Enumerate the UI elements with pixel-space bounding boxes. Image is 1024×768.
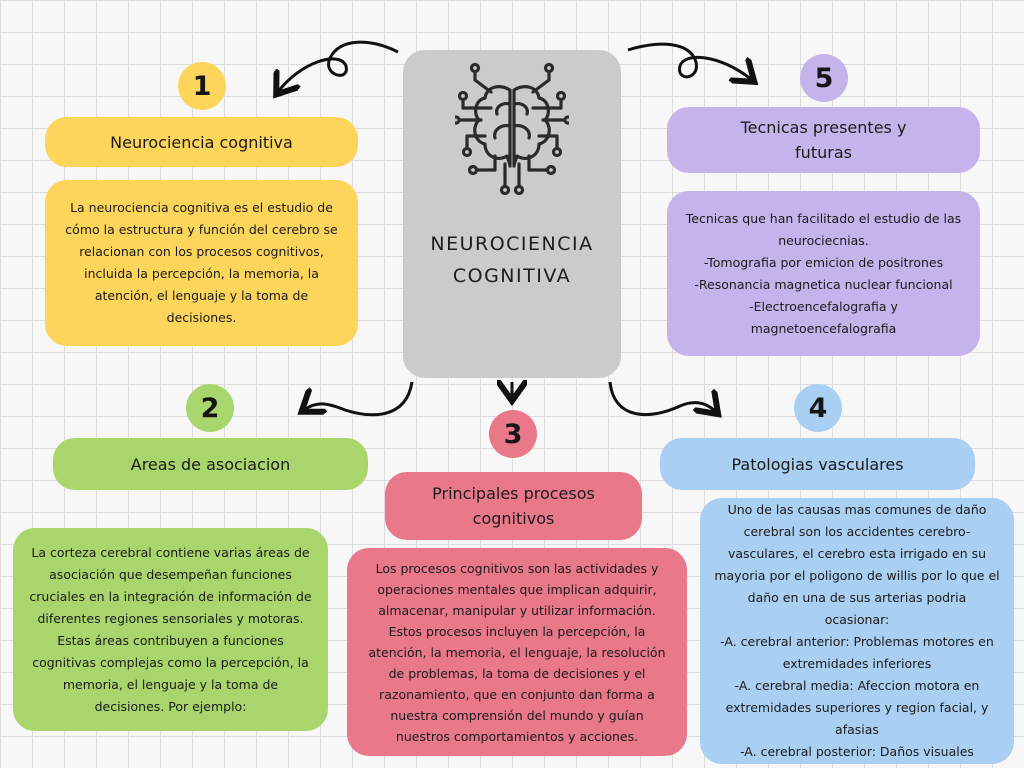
section1-number: 1 — [192, 70, 212, 102]
section5-body-item-eeg-meg: -Electroencefalografia y magnetoencefalografia — [749, 298, 898, 336]
arrow-to-section5 — [628, 44, 752, 80]
section2-number: 2 — [200, 392, 220, 424]
section3-title-line1: Principales procesos — [432, 484, 595, 503]
section5-title-line1: Tecnicas presentes y — [740, 118, 907, 137]
section5-body-card — [667, 191, 980, 356]
section3-body-card — [347, 548, 687, 756]
section5-number: 5 — [814, 62, 834, 94]
section2-title: Areas de asociacion — [130, 454, 291, 474]
section5-body-item-fmri: -Resonancia magnetica nuclear funcional — [694, 276, 953, 292]
section4-body-item-anterior: -A. cerebral anterior: Problemas motores en extremidades inferiores — [720, 634, 994, 671]
section2-body: La corteza cerebral contiene varias áreas de asociación que desempeñan funciones cruciales en la integración de información de diferentes regiones sensoriales y motoras. Estas áreas contribuyen a funciones cognitivas complejas como la percepción, la memoria, el lenguaje y la toma de decisiones. Por ejemplo: — [29, 544, 312, 714]
central-topic-card — [403, 50, 621, 378]
section1-body: La neurociencia cognitiva es el estudio de cómo la estructura y función del cerebro se relacionan con los procesos cognitivos, incluida la percepción, la memoria, la atención, el lenguaje y la toma de decisiones. — [65, 200, 338, 325]
section4-body-intro: Uno de las causas mas comunes de daño cerebral son los accidentes cerebro-vasculares, el cerebro esta irrigado en su mayoria por el poligono de willis por lo que el daño en una de sus arterias podria ocasionar: — [714, 502, 1000, 627]
section5-body-item-pet: -Tomografia por emicion de positrones — [703, 254, 944, 270]
section3-body: Los procesos cognitivos son las actividades y operaciones mentales que implican adquirir, almacenar, manipular y utilizar información. Estos procesos incluyen la percepción, la atención, la memoria, el lenguaje, la resolución de problemas, la toma de decisiones y el razonamiento, que en conjunto dan forma a nuestra comprensión del mundo y guían nuestros comportamientos y acciones. — [368, 560, 666, 744]
section1-body-card — [45, 180, 358, 346]
section4-number: 4 — [808, 392, 828, 424]
central-title — [403, 228, 621, 292]
section2-number-badge — [186, 384, 234, 432]
section4-title-pill — [660, 438, 975, 490]
central-title-line1: NEUROCIENCIA — [430, 233, 594, 255]
section5-title-pill — [667, 107, 980, 173]
section4-number-badge — [794, 384, 842, 432]
section1-number-badge — [178, 62, 226, 110]
arrow-to-section4 — [610, 382, 716, 415]
section3-title-pill — [385, 472, 642, 540]
section4-body-item-posterior: -A. cerebral posterior: Daños visuales — [740, 744, 974, 759]
section4-title: Patologias vasculares — [731, 454, 904, 474]
section3-number-badge — [489, 410, 537, 458]
section1-title-pill — [45, 117, 358, 167]
section5-number-badge — [800, 54, 848, 102]
section4-body-item-media: -A. cerebral media: Afeccion motora en extremidades superiores y region facial, y afasias — [725, 678, 989, 737]
brain-circuit-icon — [455, 60, 569, 210]
section2-title-pill — [53, 438, 368, 490]
section1-title: Neurociencia cognitiva — [110, 132, 293, 152]
arrow-to-section1 — [278, 42, 398, 92]
section5-title-line2: futuras — [795, 143, 852, 162]
section5-body-intro: Tecnicas que han facilitado el estudio de las neurociecnias. — [685, 210, 962, 248]
section3-title-line2: cognitivos — [472, 509, 555, 528]
section3-number: 3 — [503, 418, 523, 450]
section4-body-card — [700, 498, 1014, 764]
arrow-to-section2 — [304, 382, 412, 415]
central-title-line2: COGNITIVA — [452, 265, 572, 287]
section2-body-card — [13, 528, 328, 731]
